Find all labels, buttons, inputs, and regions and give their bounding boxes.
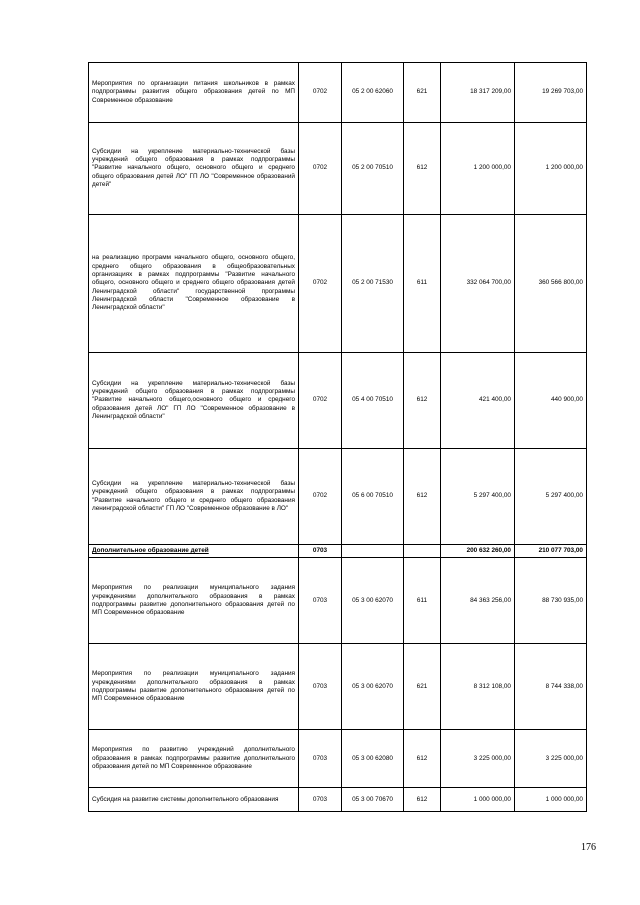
section-code-cell: 0702 bbox=[299, 353, 342, 449]
expense-name-cell: Субсидии на укрепление материально-технической базы учреждений общего образования в рамках подпрограммы "Развитие начального общего,основного общего и среднего образования детей ЛО" ГП ЛО "Современное образование в Ленинградской области" bbox=[89, 353, 299, 449]
amount-year2-cell: 5 297 400,00 bbox=[515, 449, 587, 545]
expense-type-cell: 612 bbox=[404, 730, 441, 788]
expense-type-cell: 612 bbox=[404, 353, 441, 449]
expense-type-cell bbox=[404, 545, 441, 558]
expense-type-cell: 611 bbox=[404, 558, 441, 644]
amount-year2-cell: 440 900,00 bbox=[515, 353, 587, 449]
amount-year1-cell: 1 000 000,00 bbox=[441, 788, 515, 812]
section-code-cell: 0703 bbox=[299, 545, 342, 558]
section-code-cell: 0702 bbox=[299, 123, 342, 215]
table-row bbox=[89, 558, 587, 644]
target-article-cell: 05 2 00 62060 bbox=[342, 63, 404, 123]
amount-year2-cell: 88 730 935,00 bbox=[515, 558, 587, 644]
target-article-cell: 05 2 00 71530 bbox=[342, 215, 404, 353]
expense-type-cell: 612 bbox=[404, 449, 441, 545]
table-row bbox=[89, 730, 587, 788]
target-article-cell bbox=[342, 545, 404, 558]
table-row bbox=[89, 123, 587, 215]
expense-name-cell: Мероприятия по развитию учреждений дополнительного образования в рамках подпрограммы развитие дополнительного образования детей по МП Современное образование bbox=[89, 730, 299, 788]
target-article-cell: 05 3 00 62070 bbox=[342, 558, 404, 644]
section-code-cell: 0702 bbox=[299, 449, 342, 545]
amount-year1-cell: 200 632 260,00 bbox=[441, 545, 515, 558]
budget-table-body bbox=[89, 63, 587, 812]
expense-name-cell: Мероприятия по организации питания школьников в рамках подпрограммы развития общего образования детей по МП Современное образование bbox=[89, 63, 299, 123]
target-article-cell: 05 3 00 62070 bbox=[342, 644, 404, 730]
expense-type-cell: 621 bbox=[404, 644, 441, 730]
target-article-cell: 05 3 00 62080 bbox=[342, 730, 404, 788]
expense-type-cell: 611 bbox=[404, 215, 441, 353]
amount-year2-cell: 3 225 000,00 bbox=[515, 730, 587, 788]
expense-name-cell: Субсидия на развитие системы дополнительного образования bbox=[89, 788, 299, 812]
section-code-cell: 0703 bbox=[299, 644, 342, 730]
amount-year2-cell: 210 077 703,00 bbox=[515, 545, 587, 558]
table-row bbox=[89, 644, 587, 730]
expense-type-cell: 612 bbox=[404, 788, 441, 812]
table-row bbox=[89, 215, 587, 353]
amount-year1-cell: 8 312 108,00 bbox=[441, 644, 515, 730]
expense-name-cell: Мероприятия по реализации муниципального задания учреждениями дополнительного образования в рамках подпрограммы развитие дополнительного образования детей по МП Современное образование bbox=[89, 558, 299, 644]
section-code-cell: 0703 bbox=[299, 558, 342, 644]
table-row bbox=[89, 545, 587, 558]
section-code-cell: 0703 bbox=[299, 788, 342, 812]
amount-year1-cell: 84 363 256,00 bbox=[441, 558, 515, 644]
table-row bbox=[89, 353, 587, 449]
amount-year1-cell: 1 200 000,00 bbox=[441, 123, 515, 215]
budget-table bbox=[88, 62, 587, 812]
amount-year2-cell: 1 200 000,00 bbox=[515, 123, 587, 215]
section-code-cell: 0703 bbox=[299, 730, 342, 788]
amount-year1-cell: 421 400,00 bbox=[441, 353, 515, 449]
table-row bbox=[89, 63, 587, 123]
table-row bbox=[89, 788, 587, 812]
target-article-cell: 05 3 00 70670 bbox=[342, 788, 404, 812]
target-article-cell: 05 4 00 70510 bbox=[342, 353, 404, 449]
amount-year1-cell: 5 297 400,00 bbox=[441, 449, 515, 545]
section-code-cell: 0702 bbox=[299, 63, 342, 123]
expense-name-cell: Субсидии на укрепление материально-технической базы учреждений общего образования в рамках подпрограммы "Развитие начального общего, основного общего и среднего общего образования детей ЛО" ГП ЛО "Современное образований детей" bbox=[89, 123, 299, 215]
section-code-cell: 0702 bbox=[299, 215, 342, 353]
amount-year2-cell: 1 000 000,00 bbox=[515, 788, 587, 812]
amount-year2-cell: 8 744 338,00 bbox=[515, 644, 587, 730]
target-article-cell: 05 2 00 70510 bbox=[342, 123, 404, 215]
expense-type-cell: 621 bbox=[404, 63, 441, 123]
expense-name-cell: Субсидии на укрепление материально-технической базы учреждений общего образования в рамках подпрограммы "Развитие начального общего и среднего общего образования ленинградской области" ГП ЛО "Современное образование в ЛО" bbox=[89, 449, 299, 545]
table-row bbox=[89, 449, 587, 545]
amount-year1-cell: 3 225 000,00 bbox=[441, 730, 515, 788]
expense-name-cell: Мероприятия по реализации муниципального задания учреждениями дополнительного образования в рамках подпрограммы развитие дополнительного образования детей по МП Современное образование bbox=[89, 644, 299, 730]
target-article-cell: 05 6 00 70510 bbox=[342, 449, 404, 545]
expense-name-cell: на реализацию программ начального общего, основного общего, среднего общего образования в общеобразовательных организациях в рамках подпрограммы "Развитие начального общего, основного общего и среднего общего образования детей Ленинградской области" государственной программы Ленинградской области "Современное образование в Ленинградской области" bbox=[89, 215, 299, 353]
amount-year1-cell: 332 064 700,00 bbox=[441, 215, 515, 353]
expense-type-cell: 612 bbox=[404, 123, 441, 215]
amount-year1-cell: 18 317 209,00 bbox=[441, 63, 515, 123]
amount-year2-cell: 360 566 800,00 bbox=[515, 215, 587, 353]
expense-name-cell: Дополнительное образование детей bbox=[89, 545, 299, 558]
amount-year2-cell: 19 269 703,00 bbox=[515, 63, 587, 123]
page-number: 176 bbox=[581, 842, 596, 853]
